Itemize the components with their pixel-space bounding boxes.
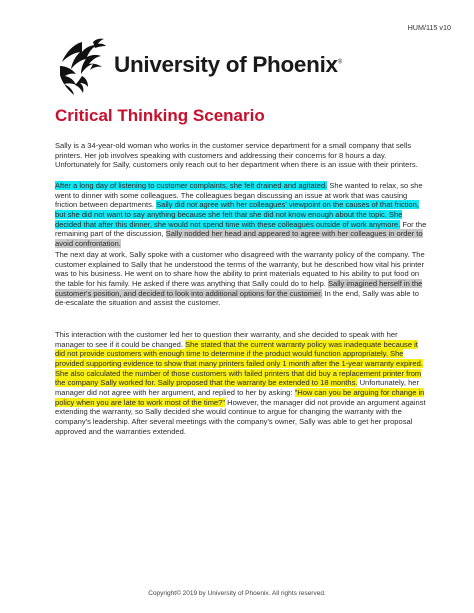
- text-run: The next day at work, Sally spoke with a customer who disagreed with the warranty policy of the company. The customer explained to Sally that he understood the terms of the warranty, but he described how vital his printer was to his business. He went on to share how the ability to print materials equated to his ability to put food on the table for his family. He asked if there was anything that Sally could do to help.: [55, 250, 425, 288]
- registered-mark: ®: [337, 59, 342, 66]
- highlight-cyan: After a long day of listening to customer complaints, she felt drained and agitated.: [55, 181, 328, 190]
- highlight-gray: Sally nodded her head and appeared to agree with her colleagues in order to avoid confrontation.: [55, 229, 423, 248]
- document-code: HUM/115 v10: [407, 23, 451, 32]
- paragraph-1: Sally is a 34-year-old woman who works in the customer service department for a small company that sells printers. Her job involves speaking with customers and addressing their concerns for 8 hours a day. Unfortunately for Sally, customers only reach out to her department when there is an issue with their printers.: [55, 141, 418, 170]
- copyright-footer: Copyright© 2019 by University of Phoenix. All rights reserved.: [148, 590, 326, 597]
- highlight-yellow: She stated that the current warranty policy was inadequate because it did not provide customers with enough time to determine if the product would function appropriately. She provided supporting evidence to show that many printers failed only 1 month after the 1-year warranty expired. She also calculated the number of those customers with failed printers that did buy a replacement printer from the company Sally worked for. Sally proposed that the warranty be extended to 18 months.: [55, 339, 423, 388]
- highlight-yellow: "How can you be arguing for change in policy when you are late to work most of the time?": [55, 387, 425, 407]
- logo-text: University of Phoenix: [114, 52, 338, 77]
- text-run: For the remaining part of the discussion,: [55, 219, 427, 239]
- paragraph-3: [55, 250, 427, 308]
- text-run: Unfortunately, her manager did not agree with her argument, and replied to her by asking:: [55, 378, 419, 397]
- highlight-cyan: Sally did not agree with her colleagues' viewpoint on the causes of that friction, but she did not want to say anything because she felt that she did not know enough about the topic. She decided that after this dinner, she would not spend time with these colleagues outside of work anymore.: [55, 200, 419, 229]
- university-logo: [52, 36, 342, 96]
- text-run: This interaction with the customer led her to question their warranty, and she decided to speak with her manager to see if it could be changed.: [55, 330, 398, 349]
- highlight-gray: Sally imagined herself in the customer's position, and decided to look into additional options for the customer.: [55, 278, 423, 298]
- text-run: She wanted to relax, so she went to dinner with some colleagues. The colleagues began discussing an issue at work that was causing friction between departments.: [55, 181, 423, 210]
- page-title: Critical Thinking Scenario: [55, 106, 265, 125]
- phoenix-bird-logo-icon: [52, 36, 110, 96]
- logo-wordmark: [114, 52, 342, 78]
- text-run: In the end, Sally was able to de-escalate the situation and assist the customer.: [55, 288, 419, 308]
- paragraph-2: [55, 181, 427, 249]
- paragraph-4: [55, 330, 427, 436]
- text-run: However, the manager did not provide an argument against extending the warranty, so Sally decided she would continue to argue for changing the warranty with the company's leadership. After several meetings with the company's owner, Sally was able to get her proposal approved and the warranties extended.: [55, 397, 426, 436]
